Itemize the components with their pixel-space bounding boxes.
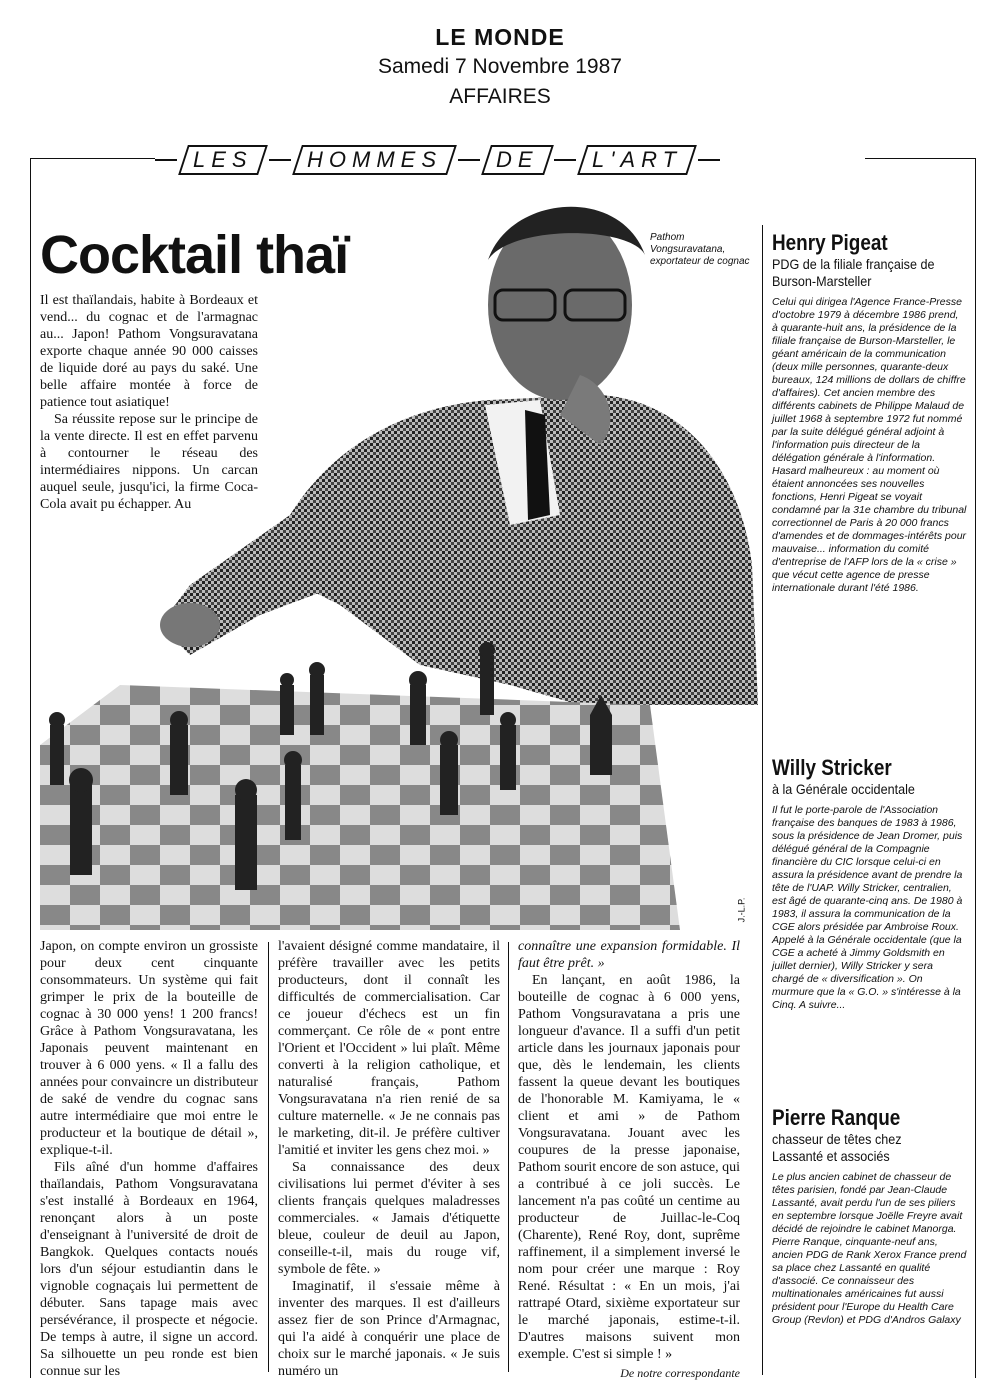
issue-date: Samedi 7 Novembre 1987 — [378, 55, 622, 78]
photo-caption: Pathom Vongsuravatana, exportateur de cognac — [650, 232, 750, 267]
rubric-dash — [698, 159, 720, 161]
article-headline: Cocktail thaï — [40, 225, 349, 285]
paragraph: Le plus ancien cabinet de chasseur de têtes parisien, fondé par Jean-Claude Lassanté, avait perdu l'un de ses piliers en septembre lorsque Joëlle Freyre avait décidé de rejoindre le cabinet Manorga. Pierre Ranque, cinquante-neuf ans, ancien PDG de Rank Xerox France prend sa place chez Lassanté en qualité d'associé. Ce connaisseur des multinationales américaines fut aussi président pour l'Europe du Health Care Group (Revlon) et PDG d'Andros Galaxy — [772, 1171, 967, 1326]
profile-name: Pierre Ranque — [772, 1105, 901, 1130]
column-divider — [268, 942, 269, 1372]
section-name: AFFAIRES — [449, 85, 551, 108]
column-divider — [508, 942, 509, 1372]
paragraph: Japon, on compte environ un grossiste pour deux cent cinquante consommateurs. Un système qui fait grimper le prix de la bouteille de cognac à 30 000 yens! 1 200 francs! Grâce à Pathom Vongsuravatana, les Japonais peuvent maintenant en trouver à 6 000 yens. « Il a fallu des années pour convaincre un distributeur de saké de vendre du cognac sans autre intermédiaire que moi entre le producteur et la boutique de détail », explique-t-il. — [40, 939, 258, 1158]
article-column-3 — [518, 938, 740, 1382]
rubric-dash — [155, 159, 177, 161]
rubric-word: LES — [178, 145, 267, 175]
profile-role: chasseur de têtes chez Lassanté et associés — [772, 1131, 902, 1164]
newspaper-name: LE MONDE — [435, 24, 565, 50]
paragraph: connaître une expansion formidable. Il faut être prêt. » — [518, 939, 740, 971]
paragraph: Hasard malheureux : au moment où étaient annoncées ses nouvelles fonctions, Henri Pigeat se voyait condamné par la 31e chambre du tribunal correctionnel de Paris à 20 000 francs d'amendes et de dommages-intérêts pour mauvaise... information du comité d'entreprise de l'AFP lors de la « crise » que vécut cette agence de presse internationale durant l'été 1986. — [772, 465, 967, 594]
frame-left-rule — [30, 158, 31, 1378]
sidebar-divider — [762, 225, 763, 1375]
profile-text — [772, 804, 967, 1012]
paragraph: l'avaient désigné comme mandataire, il préfère travailler avec les petits producteurs, dont il connaît les difficultés de commercialisation. Car ce joueur d'échecs est un fin commerçant. Ce rôle de « pont entre l'Orient et l'Occident » lui plaît. Même converti à la religion catholique, et naturalisé français, Pathom Vongsuravatana n'a rien renié de sa culture maternelle. « Je ne connais pas le marketing, dit-il. Je préfère cultiver l'amitié et inviter les gens chez moi. » — [278, 939, 500, 1158]
rubric-dash — [458, 159, 480, 161]
article-column-1 — [40, 938, 258, 1380]
paragraph: Sa réussite repose sur le principe de la vente directe. Il est en effet parvenu à contourner le réseau des intermédiaires nippons. Un carcan auquel seule, jusqu'ici, la firme Coca-Cola avait pu échapper. Au — [40, 412, 258, 512]
article-column-2 — [278, 938, 500, 1380]
rubric-word: DE — [481, 145, 553, 175]
paragraph: Imaginatif, il s'essaie même à inventer des marques. Il est d'ailleurs assez fier de son Prince d'Armagnac, qui l'a aidé à conquérir une place de choix sur le marché japonais. « Je suis numéro un — [278, 1279, 500, 1379]
paragraph: Sa connaissance des deux civilisations lui permet d'éviter à ses clients français quelques maladresses commerciales. « Jamais d'étiquette bleue, couleur de deuil au Japon, conseille-t-il, mais du rouge vif, symbole de fête. » — [278, 1160, 500, 1277]
reaching-hand-shape — [160, 603, 220, 647]
masthead — [0, 22, 1000, 112]
rubric-word: HOMMES — [292, 145, 457, 175]
profile-role: à la Générale occidentale — [772, 781, 915, 797]
article-intro — [40, 292, 258, 513]
paragraph: Fils aîné d'un homme d'affaires thaïlandais, Pathom Vongsuravatana s'est installé à Bordeaux en 1964, renonçant alors à un poste d'enseignant à l'université de droit de Bangkok. Quelques contacts noués lors d'un séjour estudiantin dans le vignoble cognaçais lui permettent de débuter. Sans tapage mais avec persévérance, il prospecte et négocie. De temps à autre, il signe un accord. Sa silhouette un peu ronde est bien connue sur les — [40, 1160, 258, 1379]
profile-text — [772, 296, 967, 595]
frame-right-rule — [975, 158, 976, 1378]
profile-henry-pigeat — [772, 230, 967, 595]
rubric-banner — [155, 143, 865, 177]
profile-willy-stricker — [772, 755, 967, 1012]
byline-signature: De notre correspondante — [620, 1366, 740, 1380]
photo-credit: J.-L.P. — [736, 897, 747, 923]
chessboard-shape — [40, 685, 680, 930]
paragraph: En lançant, en août 1986, la bouteille de cognac à 6 000 yens, Pathom Vongsuravatana a pris une longueur d'avance. Il a suffi d'un petit article dans les journaux japonais pour que, dès le lendemain, les clients fassent la queue devant les boutiques de l'honorable M. Kamiyama, le « client et ami » de Pathom Vongsuravatana. Jouant avec les coupures de la presse japonaise, Pathom sourit encore de son astuce, qui a contribué à ce joli succès. Le lancement n'a pas coûté un centime au producteur de Juillac-le-Coq (Charente), René Roy, dont, suprême raffinement, il a simplement inversé le nom pour créer une marque : Roy René. Résultat : « En un mois, j'ai rattrapé Otard, sixième exportateur sur le marché japonais, estime-t-il. D'autres maisons suivent mon exemple. C'est si simple ! » — [518, 973, 741, 1362]
profile-name: Willy Stricker — [772, 755, 892, 780]
paragraph: Celui qui dirigea l'Agence France-Presse d'octobre 1979 à décembre 1986 prend, à quarante-huit ans, la présidence de la filiale française de Burson-Marsteller, le géant américain de la communication (deux mille personnes, quarante-deux bureaux, 124 millions de dollars de chiffre d'affaires). Cet ancien membre des différents cabinets de Philippe Malaud de juillet 1968 à septembre 1972 fut nommé par la suite délégué général adjoint à l'information puis directeur de la délégation générale à l'information. — [772, 296, 966, 464]
profile-text — [772, 1171, 967, 1327]
paragraph: Il fut le porte-parole de l'Association française des banques de 1983 à 1986, sous la présidence de Jean Dromer, puis délégué général de la Compagnie financière du CIC lorsque celui-ci en assura la présidence avant de prendre la tête de l'UAP. Willy Stricker, centralien, est âgé de quarante-cinq ans. De 1980 à 1983, il assura la communication de la CGE alors présidée par Ambroise Roux. Appelé à la Générale occidentale (que la CGE a acheté à Jimmy Goldsmith en juillet dernier), Willy Stricker y sera chargé de « diversification ». On murmure que la « G.O. » s'intéresse à la Cinq. A suivre... — [772, 804, 963, 1011]
rubric-dash — [269, 159, 291, 161]
rubric-word: L'ART — [577, 145, 697, 175]
paragraph: Il est thaïlandais, habite à Bordeaux et vend... du cognac et de l'armagnac au... Japon! Pathom Vongsuravatana exporte chaque année 90 000 caisses de liquide doré au pays du saké. Une belle affaire montée à force de patience tout asiatique! — [40, 293, 258, 410]
profile-pierre-ranque — [772, 1105, 967, 1327]
rubric-dash — [554, 159, 576, 161]
profile-role: PDG de la filiale française de Burson-Marsteller — [772, 256, 935, 289]
profile-name: Henry Pigeat — [772, 230, 888, 255]
